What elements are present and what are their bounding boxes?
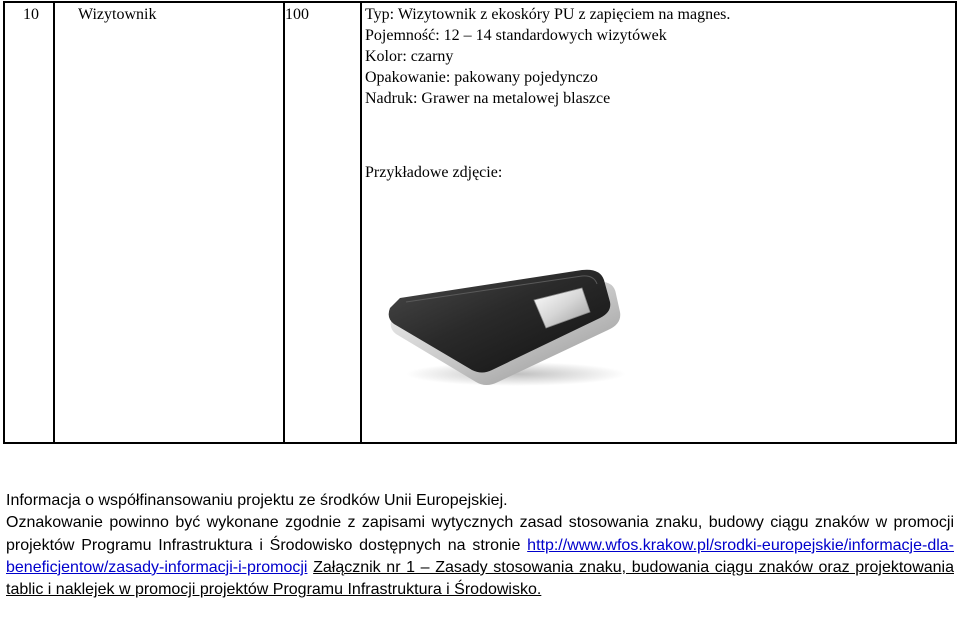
description-color: Kolor: czarny <box>365 48 454 65</box>
item-number: 10 <box>23 6 39 23</box>
info-paragraph <box>6 512 954 601</box>
description-capacity: Pojemność: 12 – 14 standardowych wizytówek <box>365 27 667 44</box>
item-quantity-cell <box>284 2 361 443</box>
description-print: Nadruk: Grawer na metalowej blaszce <box>365 90 611 107</box>
wfos-link[interactable]: http://www.wfos.krakow.pl/srodki-europejskie/informacje-dla-beneficjentow/zasady-informacji-i-promocji <box>6 536 954 576</box>
info-heading: Informacja o współfinansowaniu projektu ze środków Unii Europejskiej. <box>6 492 508 509</box>
item-number-cell <box>4 2 54 443</box>
cofinancing-info <box>6 490 954 601</box>
business-card-holder-photo <box>386 242 626 390</box>
description-packaging: Opakowanie: pakowany pojedynczo <box>365 69 598 86</box>
item-name-cell <box>54 2 284 443</box>
info-body: Oznakowanie powinno być wykonane zgodnie z zapisami wytycznych zasad stosowania znaku, budowy ciągu znaków w promocji projektów Programu Infrastruktura i Środowisko dostępnych na stronie <box>6 514 954 554</box>
item-quantity: 100 <box>285 6 309 23</box>
item-name: Wizytownik <box>78 6 157 23</box>
attachment-text: Załącznik nr 1 – Zasady stosowania znaku, budowania ciągu znaków oraz projektowania tablic i naklejek w promocji projektów Programu Infrastruktura i Środowisko. <box>6 558 955 599</box>
photo-label: Przykładowe zdjęcie: <box>365 164 503 181</box>
description-type: Typ: Wizytownik z ekoskóry PU z zapięciem na magnes. <box>365 6 731 23</box>
